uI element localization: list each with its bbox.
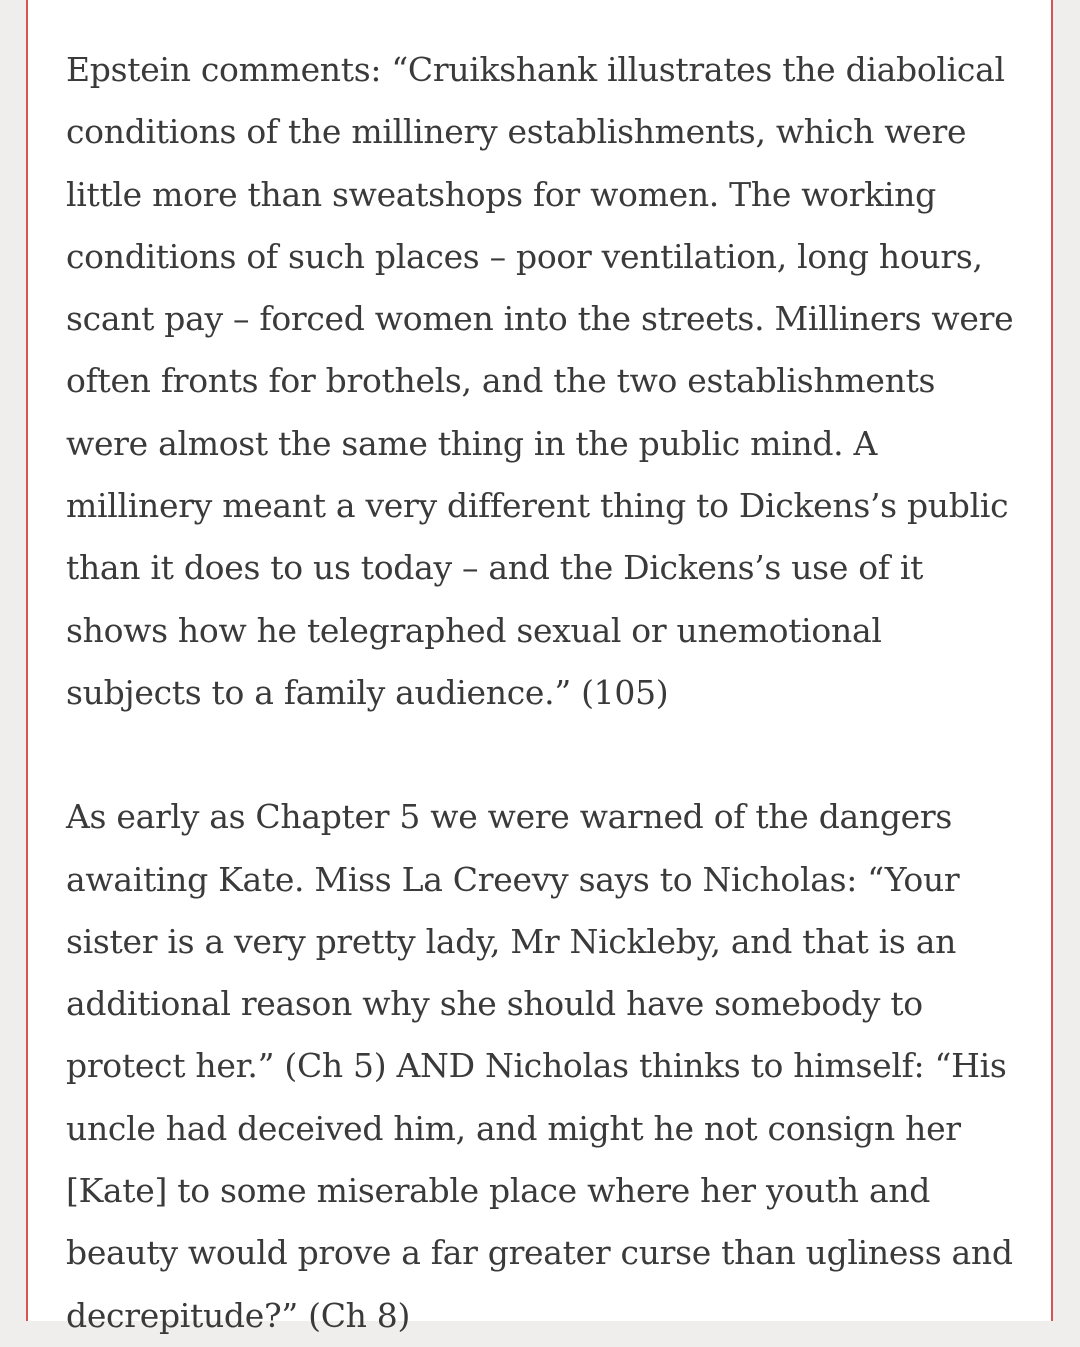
- paragraph-chapter-five: As early as Chapter 5 we were warned of the dangers awaiting Kate. Miss La Creevy says to Nicholas: “Your sister is a very pretty lady, Mr Nickleby, and that is an additional reason why she should have somebody to protect her.” (Ch 5) AND Nicholas thinks to himself: “His uncle had deceived him, and might he not consign her [Kate] to some miserable place where her youth and beauty would prove a far greater curse than ugliness and decrepitude?” (Ch 8): [66, 797, 1013, 1335]
- article-body: [66, 39, 1026, 1347]
- paragraph-epstein-quote: Epstein comments: “Cruikshank illustrates the diabolical conditions of the millinery establishments, which were little more than sweatshops for women. The working conditions of such places – poor ventilation, long hours, scant pay – forced women into the streets. Milliners were often fronts for brothels, and the two establishments were almost the same thing in the public mind. A millinery meant a very different thing to Dickens’s public than it does to us today – and the Dickens’s use of it shows how he telegraphed sexual or unemotional subjects to a family audience.” (105): [66, 50, 1014, 712]
- article-page: [26, 0, 1053, 1335]
